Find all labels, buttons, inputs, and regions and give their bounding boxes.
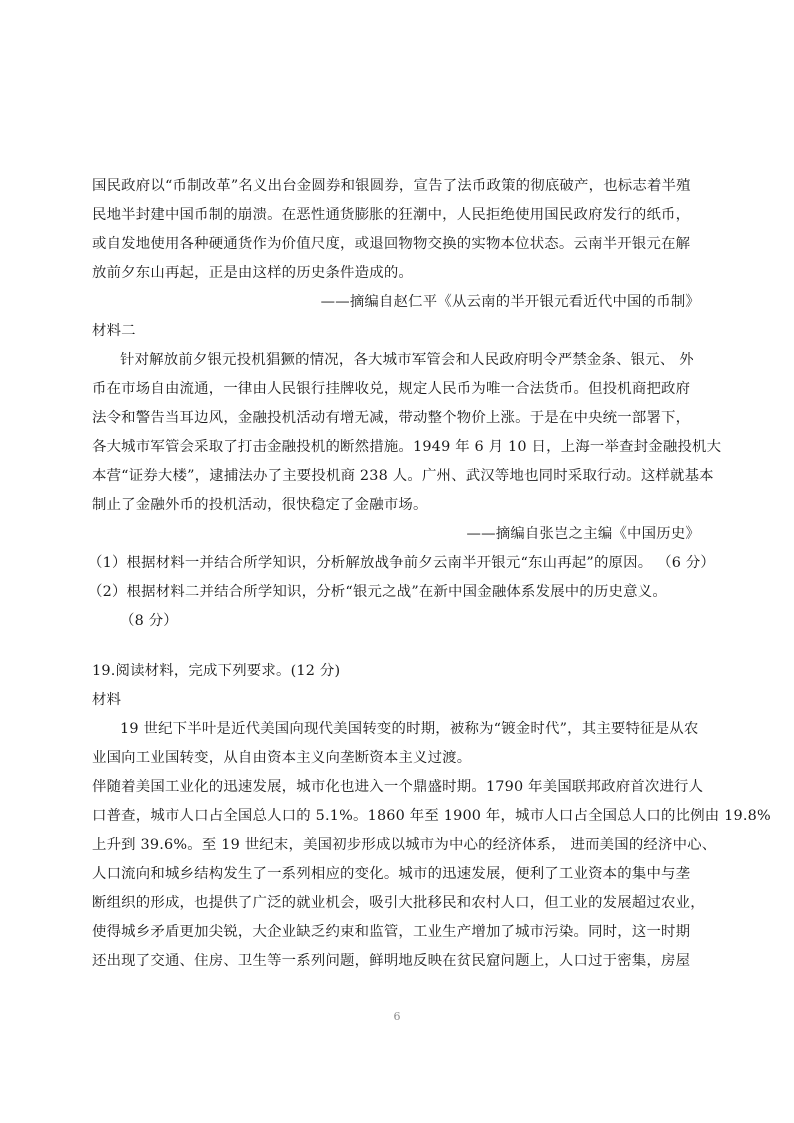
paragraph-line: 制止了金融外币的投机活动，很快稳定了金融市场。 [92, 497, 428, 513]
material-heading: 材料二 [92, 323, 136, 339]
paragraph-line: 本营“证券大楼”，逮捕法办了主要投机商 238 人。广州、武汉等地也同时采取行动。这样就基本 [92, 468, 714, 484]
paragraph-line: 针对解放前夕银元投机猖獗的情况，各大城市军管会和人民政府明令严禁金条、银元、 外 [120, 352, 694, 368]
paragraph-line: 人口流向和城乡结构发生了一系列相应的变化。城市的迅速发展，便利了工业资本的集中与垄 [92, 866, 691, 882]
paragraph-line: 业国向工业国转变，从自由资本主义向垄断资本主义过渡。 [92, 750, 472, 766]
question-score: （8 分） [120, 613, 178, 629]
citation-line: ——摘编自张岂之主编《中国历史》 [466, 526, 700, 542]
paragraph-line: 口普查，城市人口占全国总人口的 5.1%。1860 年至 1900 年，城市人口占全国总人口的比例由 19.8% [92, 808, 771, 824]
paragraph-line: 民地半封建中国币制的崩溃。在恶性通货膨胀的狂潮中，人民拒绝使用国民政府发行的纸币， [92, 207, 691, 223]
paragraph-line: 上升到 39.6%。至 19 世纪末，美国初步形成以城市为中心的经济体系， 进而美国的经济中心、 [92, 837, 717, 853]
question-item: （1）根据材料一并结合所学知识，分析解放战争前夕云南半开银元“东山再起”的原因。 （6 分） [88, 555, 716, 571]
paragraph-line: 国民政府以“币制改革”名义出台金圆券和银圆券，宣告了法币政策的彻底破产，也标志着半殖 [92, 178, 691, 194]
paragraph-line: 币在市场自由流通，一律由人民银行挂牌收兑，规定人民币为唯一合法货币。但投机商把政府 [92, 381, 691, 397]
paragraph-line: 使得城乡矛盾更加尖锐，大企业缺乏约束和监管，工业生产增加了城市污染。同时，这一时期 [92, 924, 691, 940]
paragraph-line: 各大城市军管会采取了打击金融投机的断然措施。1949 年 6 月 10 日，上海一举查封金融投机大 [92, 439, 722, 455]
paragraph-line: 或自发地使用各种硬通货作为价值尺度，或退回物物交换的实物本位状态。云南半开银元在解 [92, 236, 691, 252]
paragraph-line: 还出现了交通、住房、卫生等一系列问题，鲜明地反映在贫民窟问题上，人口过于密集，房屋 [92, 953, 691, 969]
page-number: 6 [393, 1010, 401, 1023]
paragraph-line: 19 世纪下半叶是近代美国向现代美国转变的时期，被称为“镀金时代”，其主要特征是从农 [120, 721, 699, 737]
question-item: （2）根据材料二并结合所学知识，分析“银元之战”在新中国金融体系发展中的历史意义。 [88, 584, 667, 600]
paragraph-line: 法令和警告当耳边风，金融投机活动有增无减，带动整个物价上涨。于是在中央统一部署下， [92, 410, 691, 426]
paragraph-line: 断组织的形成，也提供了广泛的就业机会，吸引大批移民和农村人口，但工业的发展超过农业， [92, 895, 705, 911]
citation-line: ——摘编自赵仁平《从云南的半开银元看近代中国的币制》 [320, 294, 700, 310]
material-heading: 材料 [92, 692, 122, 708]
paragraph-line: 伴随着美国工业化的迅速发展，城市化也进入一个鼎盛时期。1790 年美国联邦政府首次进行人 [92, 779, 704, 795]
question-heading: 19.阅读材料，完成下列要求。(12 分) [92, 663, 341, 679]
paragraph-line: 放前夕东山再起，正是由这样的历史条件造成的。 [92, 265, 413, 281]
